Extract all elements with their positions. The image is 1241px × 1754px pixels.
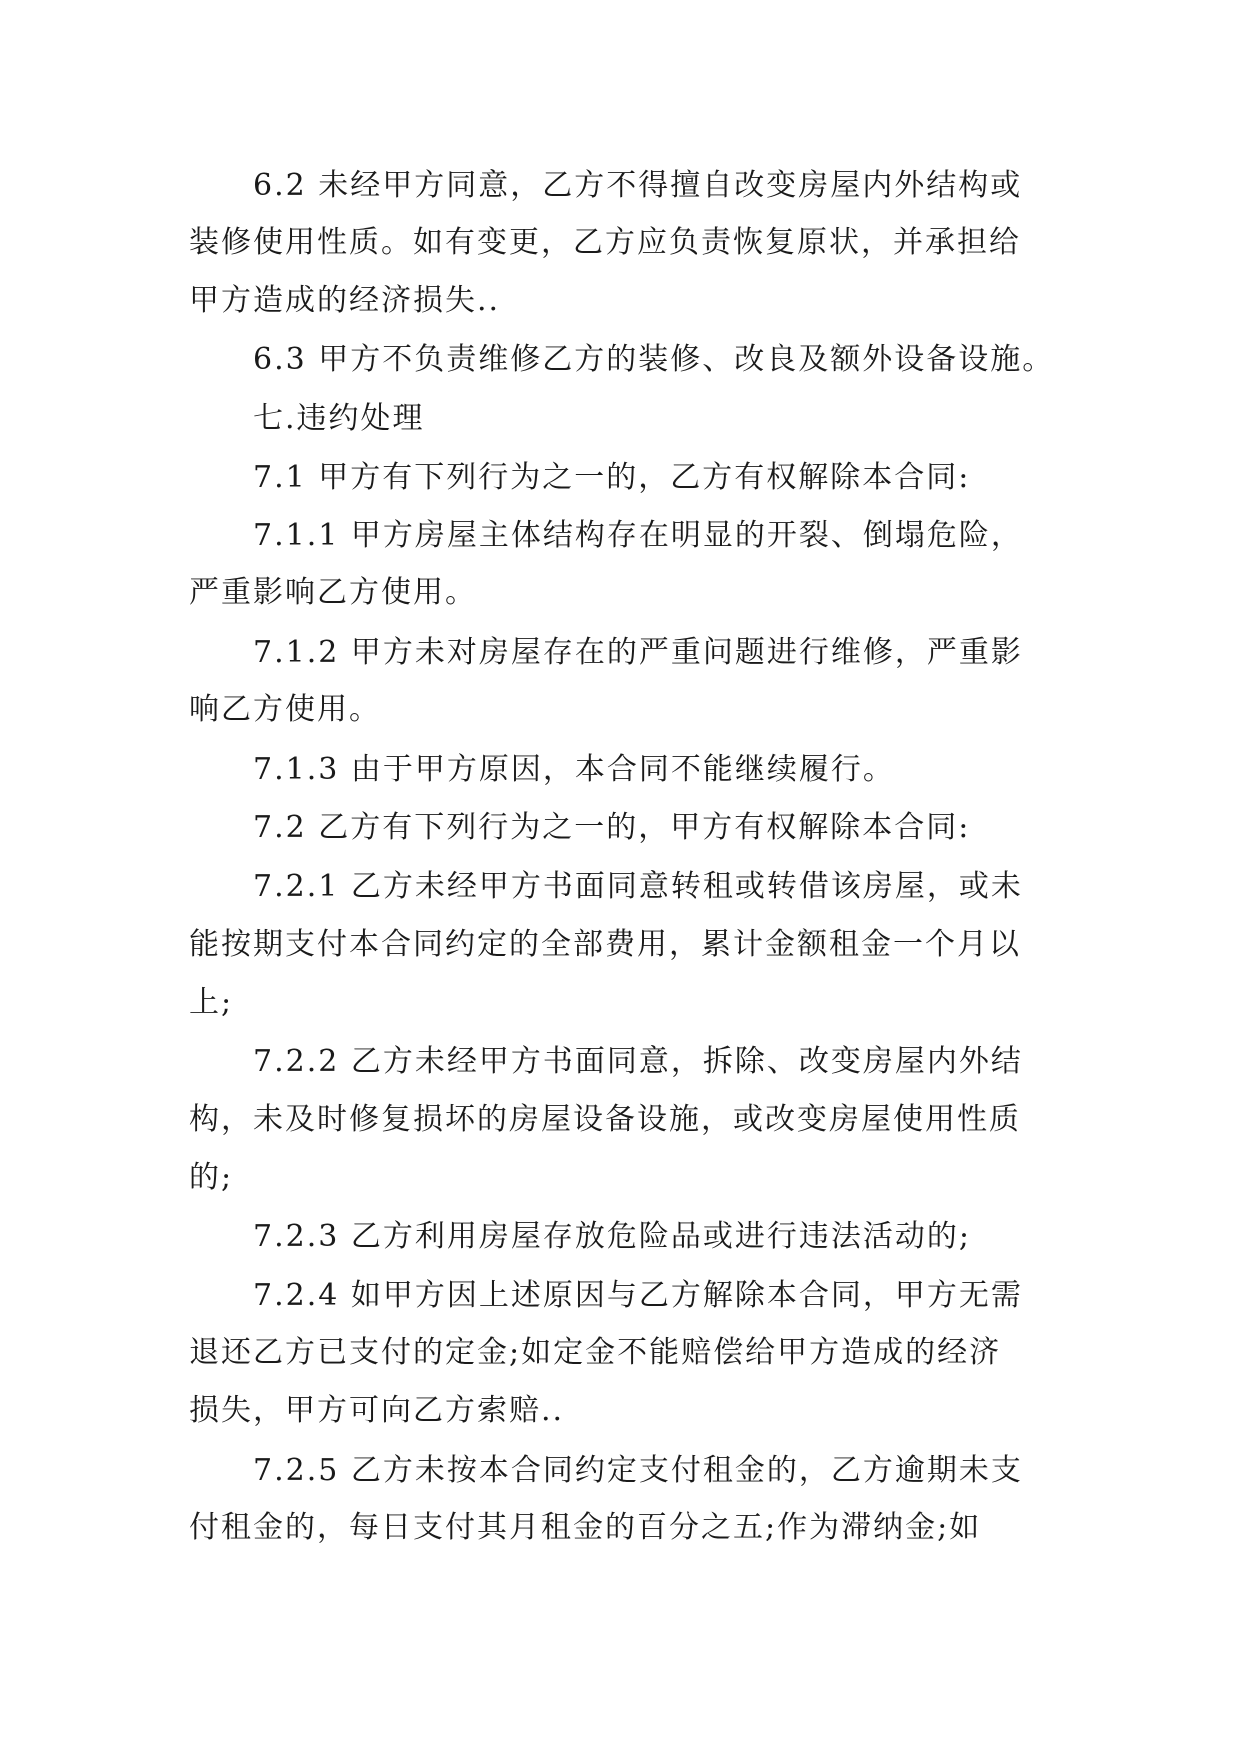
text-line: 上;: [189, 985, 234, 1020]
text-line: 6.3 甲方不负责维修乙方的装修、改良及额外设备设施。: [253, 342, 1055, 377]
text-line: 7.1.1 甲方房屋主体结构存在明显的开裂、倒塌危险，: [253, 518, 1023, 553]
text-line: 6.2 未经甲方同意，乙方不得擅自改变房屋内外结构或: [253, 168, 1023, 203]
text-line: 7.1.2 甲方未对房屋存在的严重问题进行维修，严重影: [253, 635, 1023, 670]
text-line: 7.2.5 乙方未按本合同约定支付租金的，乙方逾期未支: [253, 1453, 1023, 1488]
text-line: 能按期支付本合同约定的全部费用，累计金额租金一个月以: [189, 927, 1021, 962]
text-line: 甲方造成的经济损失..: [189, 283, 501, 318]
text-line: 装修使用性质。如有变更，乙方应负责恢复原状，并承担给: [189, 225, 1021, 260]
text-line: 7.2.3 乙方利用房屋存放危险品或进行违法活动的;: [253, 1219, 971, 1254]
text-line: 7.2.1 乙方未经甲方书面同意转租或转借该房屋，或未: [253, 869, 1023, 904]
text-line: 损失，甲方可向乙方索赔..: [189, 1393, 565, 1428]
text-line: 7.2.4 如甲方因上述原因与乙方解除本合同，甲方无需: [253, 1278, 1023, 1313]
text-line: 7.1 甲方有下列行为之一的，乙方有权解除本合同:: [253, 460, 971, 495]
text-line: 构，未及时修复损坏的房屋设备设施，或改变房屋使用性质: [189, 1102, 1021, 1137]
text-line: 严重影响乙方使用。: [189, 575, 477, 610]
text-line: 7.1.3 由于甲方原因，本合同不能继续履行。: [253, 752, 895, 787]
text-line: 退还乙方已支付的定金;如定金不能赔偿给甲方造成的经济: [189, 1335, 1002, 1370]
text-line: 7.2 乙方有下列行为之一的，甲方有权解除本合同:: [253, 810, 971, 845]
text-line: 响乙方使用。: [189, 692, 381, 727]
section-heading: 七.违约处理: [253, 401, 425, 436]
text-line: 付租金的，每日支付其月租金的百分之五;作为滞纳金;如: [189, 1510, 982, 1545]
text-line: 7.2.2 乙方未经甲方书面同意，拆除、改变房屋内外结: [253, 1044, 1023, 1079]
text-line: 的;: [189, 1160, 234, 1195]
